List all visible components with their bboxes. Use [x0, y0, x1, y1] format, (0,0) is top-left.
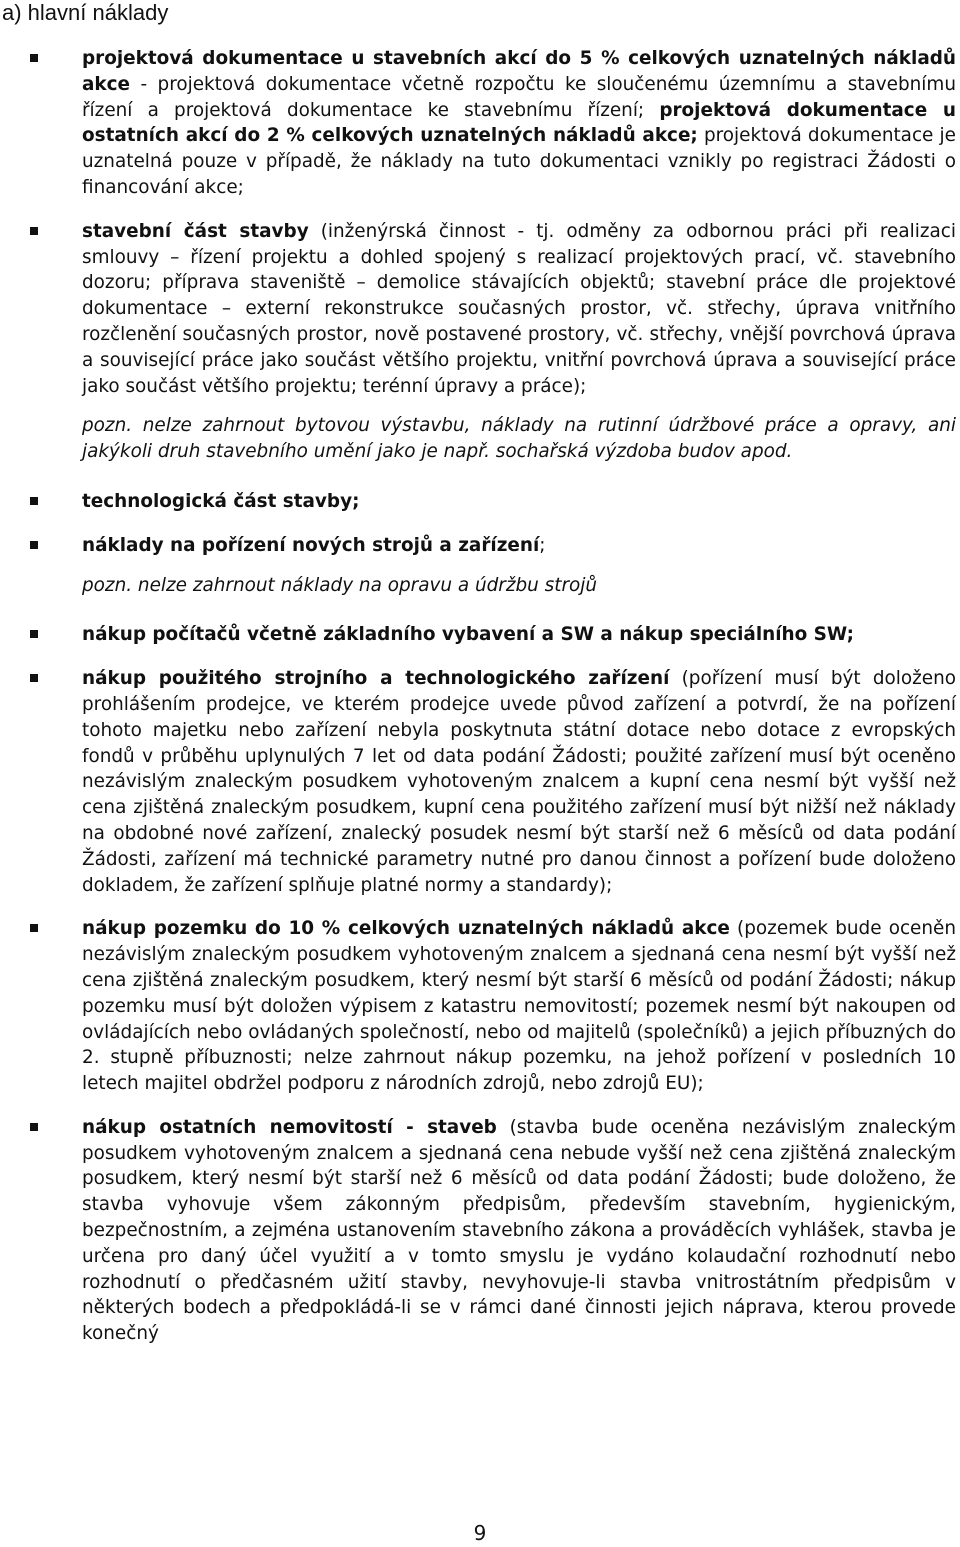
- item-paragraph: [82, 46, 956, 201]
- item-bold-text: projektová dokumentace u ostatních akcí do 2 % celkových uznatelných nákladů akce;: [82, 99, 956, 147]
- list-item-pouzite-zarizeni: [30, 666, 956, 898]
- item-paragraph: [82, 666, 956, 898]
- item-bold-text: náklady na pořízení nových strojů a zařízení: [82, 534, 540, 556]
- item-bold-text: nákup použitého strojního a technologického zařízení: [82, 668, 670, 690]
- list-item-stavebni-cast: [30, 219, 956, 465]
- item-text: ;: [539, 534, 546, 556]
- item-note: [82, 413, 956, 465]
- item-bold-text: nákup pozemku do 10 % celkových uznatelných nákladů akce: [82, 918, 730, 940]
- square-bullet-icon: [30, 630, 38, 638]
- list-item-technologicka-cast: [30, 489, 956, 515]
- square-bullet-icon: [30, 674, 38, 682]
- list-item-pocitace: [30, 622, 956, 648]
- item-bold-text: technologická část stavby;: [82, 490, 360, 512]
- item-note: [82, 573, 956, 599]
- section-heading: a) hlavní náklady: [2, 0, 169, 25]
- square-bullet-icon: [30, 54, 38, 62]
- item-paragraph: [82, 622, 956, 648]
- item-text: - projektová dokumentace včetně rozpočtu ke sloučenému územnímu a stavebnímu řízení a projektová dokumentace ke stavebnímu řízení;: [82, 73, 956, 121]
- item-paragraph: [82, 916, 956, 1097]
- square-bullet-icon: [30, 541, 38, 549]
- item-text: (pořízení musí být doloženo prohlášením prodejce, ve kterém prodejce uvede původ zařízení a potvrdí, že na pořízení tohoto majetku nebo zařízení nebyla poskytnuta státní dotace nebo dotace z evropských fondů v průběhu uplynulých 7 let od data podání Žádosti; použité zařízení musí být oceněno nezávislým znaleckým posudkem vyhotoveným znalcem a kupní cena nesmí být vyšší než cena zjištěná znaleckým posudkem, kupní cena použitého zařízení musí být nižší než náklady na obdobné nové zařízení, znalecký posudek nesmí být starší než 6 měsíců od data podání Žádosti, zařízení má technické parametry nutné pro danou činnost a pořízení bude doloženo dokladem, že zařízení splňuje platné normy a standardy);: [82, 668, 956, 896]
- item-text: (stavba bude oceněna nezávislým znaleckým posudkem vyhotoveným znalcem a sjednaná cena nebude vyšší než cena zjištěná znaleckým posudkem, který nesmí být starší než 6 měsíců od data podání Žádosti; bude doloženo, že stavba vyhovuje všem zákonným předpisům, především stavebním, hygienickým, bezpečnostním, a zejména ustanovením stavebního zákona a prováděcích vyhlášek, stavba je určena pro daný účel využití a v tomto smyslu je vydáno kolaudační rozhodnutí nebo rozhodnutí o předčasném užití stavby, nevyhovuje-li stavba vnitrostátním předpisům v některých bodech a předpokládá-li se v rámci dané činnosti jejich náprava, kterou provede konečný: [82, 1116, 956, 1345]
- item-bold-text: nákup počítačů včetně základního vybavení a SW a nákup speciálního SW;: [82, 624, 854, 646]
- item-bold-text: projektová dokumentace u stavebních akcí do 5 % celkových uznatelných nákladů akce: [82, 48, 956, 95]
- square-bullet-icon: [30, 1123, 38, 1131]
- square-bullet-icon: [30, 924, 38, 932]
- square-bullet-icon: [30, 497, 38, 505]
- cost-list: [30, 46, 956, 1365]
- item-text: (inženýrská činnost - tj. odměny za odbornou práci při realizaci smlouvy – řízení projektu a dohled spojený s realizací projektových prací, vč. stavebního dozoru; příprava staveniště – demolice stávajících objektů; stavební práce dle projektové dokumentace – externí rekonstrukce současných prostor, vč. střechy, úprava vnitřního rozčlenění současných prostor, nově postavené prostory, vč. střechy, vnější povrchová úprava a související práce jako součást většího projektu, vnitřní povrchová úprava a související práce jako součást většího projektu; terénní úpravy a práce);: [82, 220, 957, 397]
- list-item-projektova-dokumentace: [30, 46, 956, 201]
- item-text: projektová dokumentace je uznatelná pouze v případě, že náklady na tuto dokumentaci vznikly po registraci Žádosti o financování akce;: [82, 125, 956, 198]
- page-number: 9: [473, 1521, 487, 1545]
- item-paragraph: [82, 533, 956, 559]
- item-paragraph: [82, 1115, 956, 1347]
- note-text: pozn. nelze zahrnout bytovou výstavbu, náklady na rutinní údržbové práce a opravy, ani jakýkoli druh stavebního umění jako je např. sochařská výzdoba budov apod.: [82, 415, 956, 463]
- item-paragraph: [82, 489, 956, 515]
- item-bold-text: stavební část stavby: [82, 220, 309, 242]
- list-item-pozemek: [30, 916, 956, 1097]
- item-text: (pozemek bude oceněn nezávislým znaleckým posudkem vyhotoveným znalcem a sjednaná cena nesmí být vyšší než cena zjištěná znaleckým posudkem, který nesmí být starší 6 měsíců od podání Žádosti; nákup pozemku musí být doložen výpisem z katastru nemovitostí; pozemek nesmí být nakoupen od ovládajících nebo ovládaných společností, nebo od majitelů (společníků) a jejich příbuzných do 2. stupně příbuznosti; nelze zahrnout nákup pozemku, na jehož pořízení v posledních 10 letech majitel obdržel podporu z národních zdrojů, nebo zdrojů EU);: [82, 918, 956, 1095]
- item-bold-text: nákup ostatních nemovitostí - staveb: [82, 1116, 497, 1138]
- item-paragraph: [82, 219, 956, 400]
- square-bullet-icon: [30, 227, 38, 235]
- list-item-nemovitosti: [30, 1115, 956, 1347]
- list-item-nove-stroje: [30, 533, 956, 599]
- note-text: pozn. nelze zahrnout náklady na opravu a údržbu strojů: [82, 574, 598, 596]
